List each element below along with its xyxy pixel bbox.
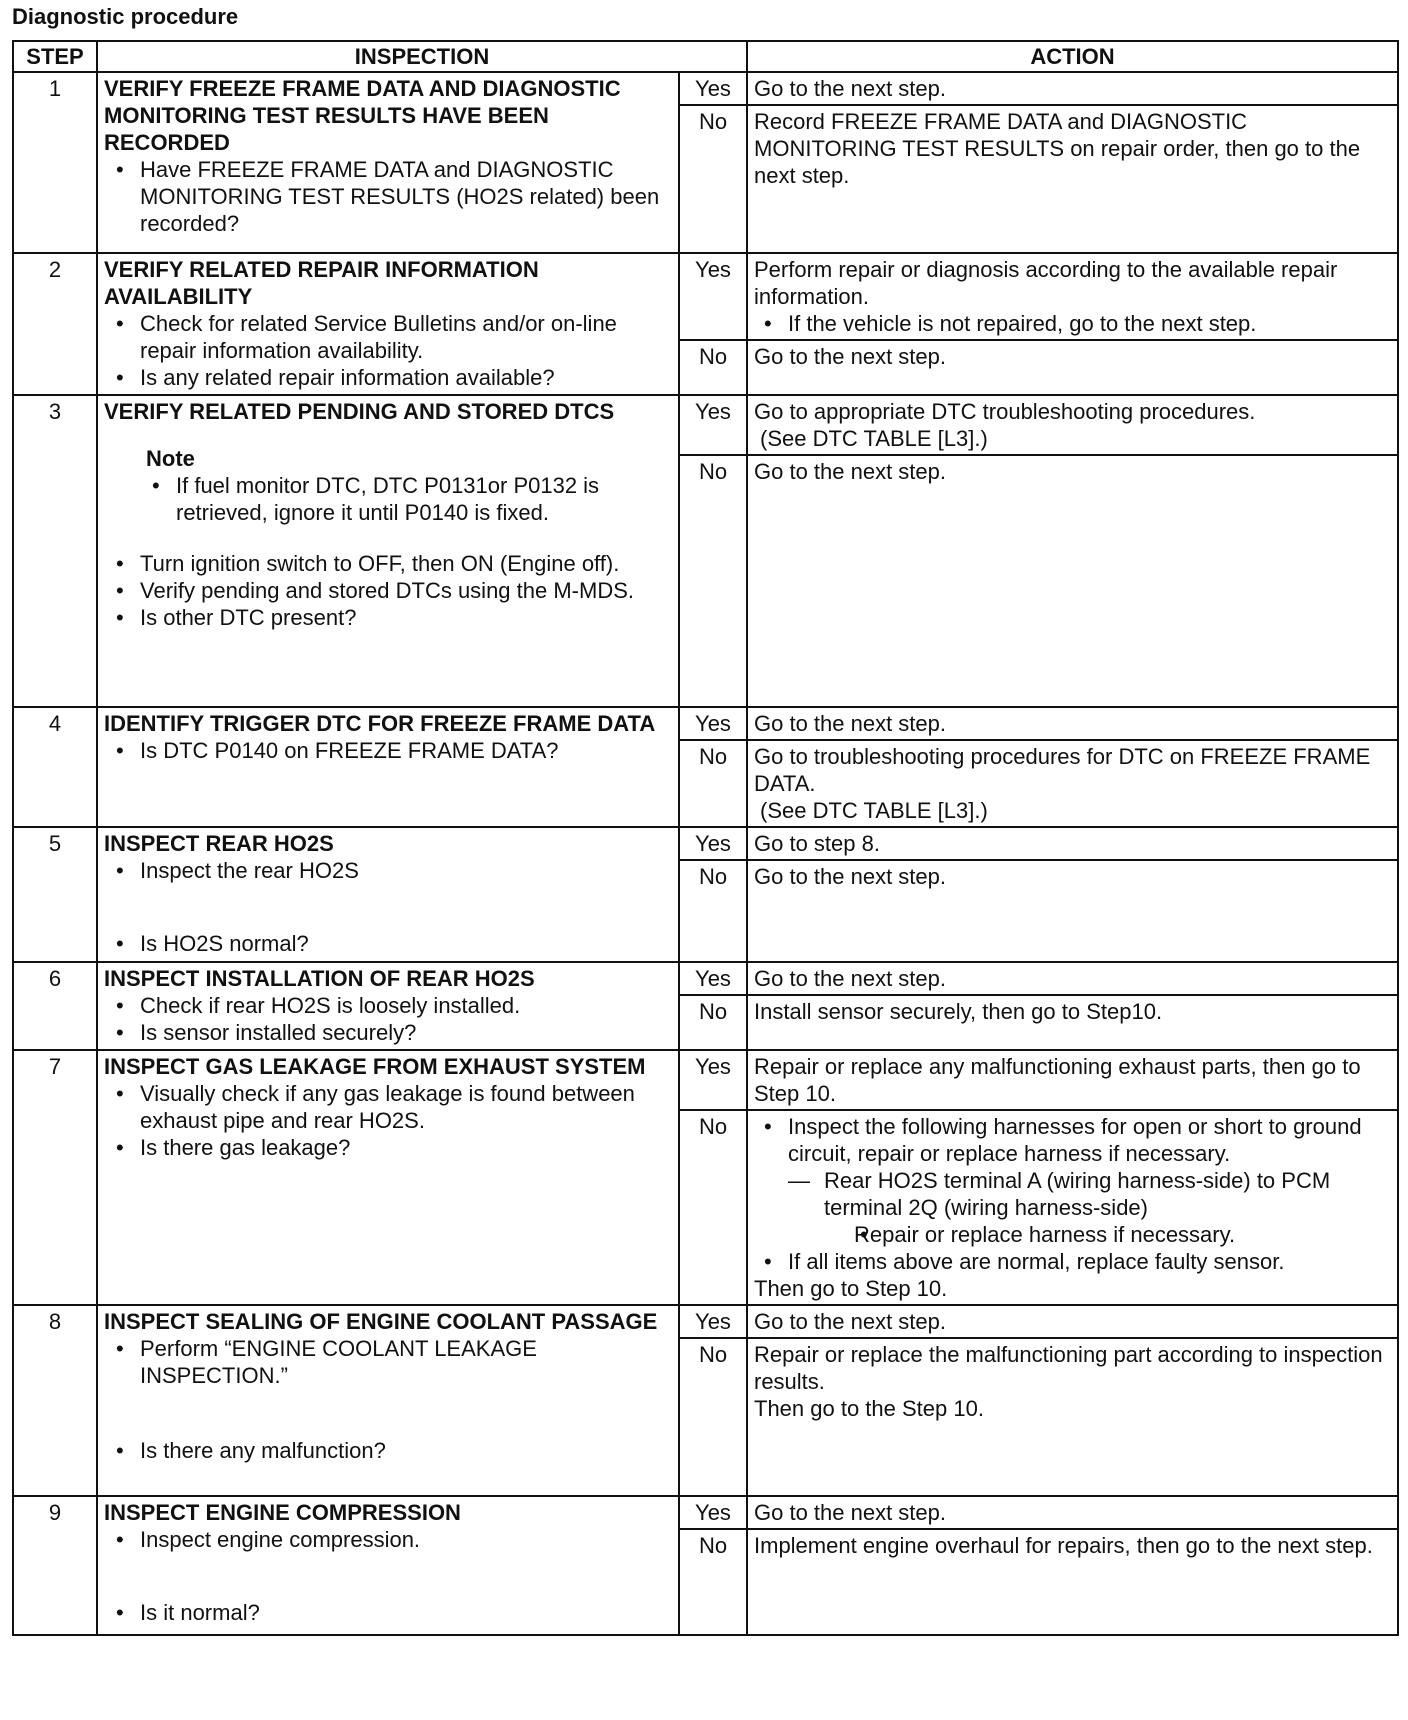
step-title: INSPECT SEALING OF ENGINE COOLANT PASSAGE [104, 1309, 658, 1334]
yes-action: Go to the next step. [747, 962, 1398, 995]
inspection-bullet: • Is any related repair information available? [110, 364, 672, 391]
no-action: Go to the next step. [747, 455, 1398, 707]
yes-label: Yes [679, 1496, 747, 1529]
step-title: INSPECT GAS LEAKAGE FROM EXHAUST SYSTEM [104, 1054, 646, 1079]
step-title: VERIFY RELATED REPAIR INFORMATION AVAILABILITY [104, 257, 539, 309]
step-number: 3 [13, 395, 97, 707]
no-action-bullet: • If all items above are normal, replace faulty sensor. [758, 1248, 1391, 1275]
yes-label: Yes [679, 253, 747, 340]
no-action: Go to the next step. [747, 860, 1398, 962]
step-5-yes-row [13, 827, 1398, 860]
harness-item [788, 1167, 1391, 1221]
inspection-bullet: • Check if rear HO2S is loosely installed. [110, 992, 672, 1019]
yes-label: Yes [679, 72, 747, 105]
inspection-bullet: • Is there gas leakage? [110, 1134, 672, 1161]
diagnostic-table [12, 40, 1399, 1636]
step-8-yes-row [13, 1305, 1398, 1338]
yes-label: Yes [679, 707, 747, 740]
yes-action-text: Perform repair or diagnosis according to the available repair information. [754, 257, 1338, 309]
step-9-inspection [97, 1496, 679, 1635]
no-action [747, 1110, 1398, 1305]
yes-label: Yes [679, 1050, 747, 1110]
step-number: 2 [13, 253, 97, 395]
inspection-bullet: • Visually check if any gas leakage is found between exhaust pipe and rear HO2S. [110, 1080, 672, 1134]
inspection-bullet: • Have FREEZE FRAME DATA and DIAGNOSTIC MONITORING TEST RESULTS (HO2S related) been recorded? [110, 156, 672, 237]
step-8-inspection [97, 1305, 679, 1496]
step-6-yes-row [13, 962, 1398, 995]
page-title: Diagnostic procedure [12, 4, 239, 29]
yes-action-text: Go to appropriate DTC troubleshooting procedures. [754, 399, 1256, 424]
dtc-table-reference: (See DTC TABLE [L3].) [760, 798, 988, 823]
step-number: 6 [13, 962, 97, 1050]
step-title: INSPECT REAR HO2S [104, 831, 334, 856]
no-label: No [679, 340, 747, 395]
step-3-inspection [97, 395, 679, 707]
header-action: ACTION [747, 41, 1398, 72]
step-4-inspection [97, 707, 679, 827]
no-label: No [679, 1110, 747, 1305]
step-3-yes-row [13, 395, 1398, 455]
spacer [110, 1389, 672, 1437]
inspection-bullet: • Inspect engine compression. [110, 1526, 672, 1553]
yes-action: Go to the next step. [747, 1496, 1398, 1529]
no-label: No [679, 740, 747, 827]
no-action-text: Repair or replace the malfunctioning part according to inspection results. [754, 1342, 1383, 1394]
step-number: 8 [13, 1305, 97, 1496]
yes-action: Go to the next step. [747, 707, 1398, 740]
no-action: Implement engine overhaul for repairs, then go to the next step. [747, 1529, 1398, 1635]
no-action-text: Go to troubleshooting procedures for DTC on FREEZE FRAME DATA. [754, 744, 1371, 796]
no-label: No [679, 860, 747, 962]
step-6-inspection [97, 962, 679, 1050]
inspection-bullet: • Is other DTC present? [110, 604, 672, 631]
inspection-bullet: • Is HO2S normal? [110, 930, 672, 957]
step-4-yes-row [13, 707, 1398, 740]
step-number: 9 [13, 1496, 97, 1635]
yes-action: Go to the next step. [747, 72, 1398, 105]
step-1-inspection [97, 72, 679, 253]
note-bullet: • If fuel monitor DTC, DTC P0131or P0132 is retrieved, ignore it until P0140 is fixed. [146, 472, 672, 526]
step-number: 7 [13, 1050, 97, 1305]
dash-mark: — [788, 1168, 810, 1193]
step-7-yes-row [13, 1050, 1398, 1110]
step-5-inspection [97, 827, 679, 962]
yes-action: Repair or replace any malfunctioning exhaust parts, then go to Step 10. [747, 1050, 1398, 1110]
step-2-yes-row [13, 253, 1398, 340]
yes-label: Yes [679, 962, 747, 995]
no-label: No [679, 1338, 747, 1496]
inspection-bullet: • Inspect the rear HO2S [110, 857, 672, 884]
inspection-bullet: • Turn ignition switch to OFF, then ON (Engine off). [110, 550, 672, 577]
yes-action [747, 395, 1398, 455]
step-7-inspection [97, 1050, 679, 1305]
step-9-yes-row [13, 1496, 1398, 1529]
no-label: No [679, 105, 747, 253]
step-title: INSPECT ENGINE COMPRESSION [104, 1500, 461, 1525]
no-action: Install sensor securely, then go to Step10. [747, 995, 1398, 1050]
step-title: INSPECT INSTALLATION OF REAR HO2S [104, 966, 535, 991]
harness-sub-bullet: • Repair or replace harness if necessary. [788, 1221, 1391, 1248]
dtc-table-reference: (See DTC TABLE [L3].) [760, 426, 988, 451]
step-title: IDENTIFY TRIGGER DTC FOR FREEZE FRAME DATA [104, 711, 656, 736]
no-label: No [679, 995, 747, 1050]
spacer [110, 884, 672, 930]
note-title: Note [146, 446, 195, 471]
inspection-bullet: • Is sensor installed securely? [110, 1019, 672, 1046]
inspection-bullet: • Perform “ENGINE COOLANT LEAKAGE INSPECTION.” [110, 1335, 672, 1389]
yes-action [747, 253, 1398, 340]
no-label: No [679, 455, 747, 707]
inspection-bullet: • Verify pending and stored DTCs using the M-MDS. [110, 577, 672, 604]
no-action-bullet-text: • Inspect the following harnesses for open or short to ground circuit, repair or replace harness if necessary. [788, 1114, 1362, 1166]
yes-label: Yes [679, 827, 747, 860]
no-action [747, 740, 1398, 827]
yes-action: Go to the next step. [747, 1305, 1398, 1338]
step-number: 1 [13, 72, 97, 253]
harness-item-text: Rear HO2S terminal A (wiring harness-side) to PCM terminal 2Q (wiring harness-side) [824, 1168, 1331, 1220]
no-action: Go to the next step. [747, 340, 1398, 395]
no-action-end: Then go to the Step 10. [754, 1396, 984, 1421]
inspection-bullet: • Is it normal? [110, 1599, 672, 1626]
step-1-yes-row [13, 72, 1398, 105]
yes-action: Go to step 8. [747, 827, 1398, 860]
inspection-bullet: • Is there any malfunction? [110, 1437, 672, 1464]
step-number: 4 [13, 707, 97, 827]
no-action-end: Then go to Step 10. [754, 1276, 948, 1301]
step-title: VERIFY FREEZE FRAME DATA AND DIAGNOSTIC MONITORING TEST RESULTS HAVE BEEN RECORDED [104, 76, 621, 155]
no-action: Record FREEZE FRAME DATA and DIAGNOSTIC MONITORING TEST RESULTS on repair order, then go to the next step. [747, 105, 1398, 253]
spacer [110, 1553, 672, 1599]
no-action [747, 1338, 1398, 1496]
yes-action-bullet: • If the vehicle is not repaired, go to the next step. [758, 310, 1391, 337]
no-label: No [679, 1529, 747, 1635]
no-action-bullet [758, 1113, 1391, 1248]
yes-label: Yes [679, 1305, 747, 1338]
header-step: STEP [13, 41, 97, 72]
yes-label: Yes [679, 395, 747, 455]
step-number: 5 [13, 827, 97, 962]
step-title: VERIFY RELATED PENDING AND STORED DTCS [104, 399, 615, 424]
header-inspection: INSPECTION [97, 41, 747, 72]
header-row [13, 41, 1398, 72]
inspection-bullet: • Check for related Service Bulletins and/or on-line repair information availability. [110, 310, 672, 364]
step-2-inspection [97, 253, 679, 395]
inspection-bullet: • Is DTC P0140 on FREEZE FRAME DATA? [110, 737, 672, 764]
